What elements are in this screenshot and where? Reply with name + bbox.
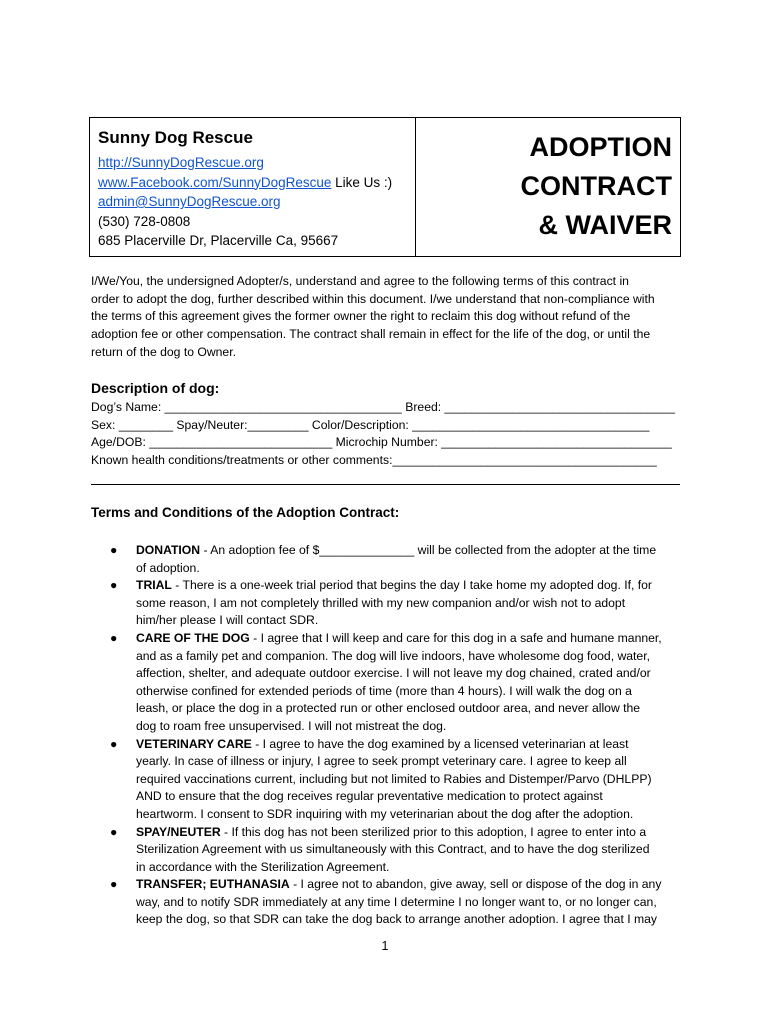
organization-name: Sunny Dog Rescue <box>98 128 253 147</box>
term-text: - An adoption fee of $ <box>200 543 320 557</box>
dog-name-breed-fields[interactable]: Dog’s Name: ___________________________________ Breed: __________________________________ <box>91 400 675 414</box>
facebook-suffix: Like Us :) <box>331 174 393 190</box>
term-item-care <box>110 630 690 736</box>
term-text: Sterilization Agreement with us simultaneously with this Contract, and to have the dog sterilized <box>136 842 650 857</box>
organization-info <box>90 118 416 256</box>
intro-line: adoption fee or other compensation. The contract shall remain in effect for the life of the dog, or until the <box>91 327 651 342</box>
term-text: affection, shelter, and adequate outdoor exercise. I will not leave my dog chained, crated and/or <box>136 666 651 681</box>
term-text: - I agree not to abandon, give away, sell or dispose of the dog in any <box>289 877 662 892</box>
facebook-row <box>98 173 415 193</box>
term-text: and as a family pet and companion. The dog will live indoors, have wholesome dog food, water, <box>136 648 650 663</box>
intro-line: the terms of this agreement gives the former owner the right to reclaim this dog without refund of the <box>91 309 631 324</box>
bullet-icon: ● <box>110 824 118 839</box>
website-link[interactable]: http://SunnyDogRescue.org <box>98 155 264 170</box>
term-text: will be collected from the adopter at the time <box>414 543 657 557</box>
term-text: AND to ensure that the dog receives regular preventative medication to protect against <box>136 789 603 804</box>
header-table <box>89 117 681 257</box>
term-label: CARE OF THE DOG <box>136 630 250 645</box>
bullet-icon: ● <box>110 578 118 593</box>
intro-line: I/We/You, the undersigned Adopter/s, understand and agree to the following terms of this contract in <box>91 274 629 288</box>
term-text: in accordance with the Sterilization Agreement. <box>136 859 390 874</box>
intro-paragraph <box>91 273 683 362</box>
intro-line: order to adopt the dog, further described within this document. I/we understand that non-compliance with <box>91 291 655 306</box>
term-label: VETERINARY CARE <box>136 736 252 751</box>
term-item-veterinary <box>110 736 690 824</box>
term-text: - If this dog has not been sterilized prior to this adoption, I agree to enter into a <box>220 824 647 839</box>
term-label: DONATION <box>136 543 201 557</box>
address: 685 Placerville Dr, Placerville Ca, 95667 <box>98 233 339 248</box>
term-item-transfer <box>110 876 690 929</box>
bullet-icon: ● <box>110 877 118 892</box>
age-microchip-fields[interactable]: Age/DOB: ___________________________ Microchip Number: __________________________________ <box>91 435 672 450</box>
term-text: dog to roam free unsupervised. I will not mistreat the dog. <box>136 718 447 733</box>
term-text: way, and to notify SDR immediately at any time I determine I no longer want to, or no longer can, <box>136 894 657 909</box>
term-text: - I agree to have the dog examined by a licensed veterinarian at least <box>251 736 629 751</box>
term-label: TRIAL <box>136 578 172 593</box>
term-text: heartworm. I consent to SDR inquiring with my veterinarian about the dog after the adoption. <box>136 806 634 821</box>
term-text: - There is a one-week trial period that begins the day I take home my adopted dog. If, for <box>171 578 652 593</box>
term-item-spay-neuter <box>110 824 690 877</box>
term-text: some reason, I am not completely thrilled with my new companion and/or wish not to adopt <box>136 595 626 610</box>
website-row <box>98 153 415 173</box>
description-fields <box>91 399 683 469</box>
term-text: - I agree that I will keep and care for this dog in a safe and humane manner, <box>249 630 662 645</box>
term-text: keep the dog, so that SDR can take the dog back to arrange another adoption. I agree that I may <box>136 912 658 927</box>
terms-heading: Terms and Conditions of the Adoption Contract: <box>91 505 400 520</box>
document-title <box>416 118 680 256</box>
term-label: TRANSFER; EUTHANASIA <box>136 877 290 892</box>
page-number: 1 <box>381 939 389 953</box>
term-text: him/her please I will contact SDR. <box>136 613 319 628</box>
term-text: leash, or place the dog in a protected run or other enclosed outdoor area, and never allow the <box>136 701 641 716</box>
health-conditions-field[interactable]: Known health conditions/treatments or other comments:_______________________________________ <box>91 452 657 467</box>
sex-spay-color-fields[interactable]: Sex: ________ Spay/Neuter:_________ Color/Description: ___________________________________ <box>91 417 650 432</box>
term-text: yearly. In case of illness or injury, I agree to seek prompt veterinary care. I agree to keep all <box>136 754 627 769</box>
donation-amount-field[interactable]: ______________ <box>319 543 415 557</box>
phone-number: (530) 728-0808 <box>98 213 191 229</box>
comments-underline[interactable] <box>91 484 680 485</box>
title-line-1: ADOPTION <box>529 132 672 162</box>
title-line-2: CONTRACT <box>520 171 672 201</box>
facebook-link[interactable]: www.Facebook.com/SunnyDogRescue <box>98 174 332 190</box>
term-text: otherwise confined for extended periods of time (more than 4 hours). I will walk the dog on a <box>136 683 632 698</box>
term-label: SPAY/NEUTER <box>136 824 221 839</box>
term-text: required vaccinations current, including but not limited to Rabies and Distemper/Parvo (DHLPP) <box>136 771 652 786</box>
term-item-trial <box>110 577 690 630</box>
term-text: of adoption. <box>136 560 200 575</box>
terms-list <box>110 542 690 929</box>
term-item-donation <box>110 542 690 577</box>
email-row <box>98 192 415 212</box>
title-line-3: & WAIVER <box>538 210 672 240</box>
bullet-icon: ● <box>110 543 118 557</box>
email-link[interactable]: admin@SunnyDogRescue.org <box>98 194 281 209</box>
bullet-icon: ● <box>110 736 118 751</box>
intro-line: return of the dog to Owner. <box>91 344 236 359</box>
description-heading: Description of dog: <box>91 380 220 396</box>
bullet-icon: ● <box>110 630 118 645</box>
